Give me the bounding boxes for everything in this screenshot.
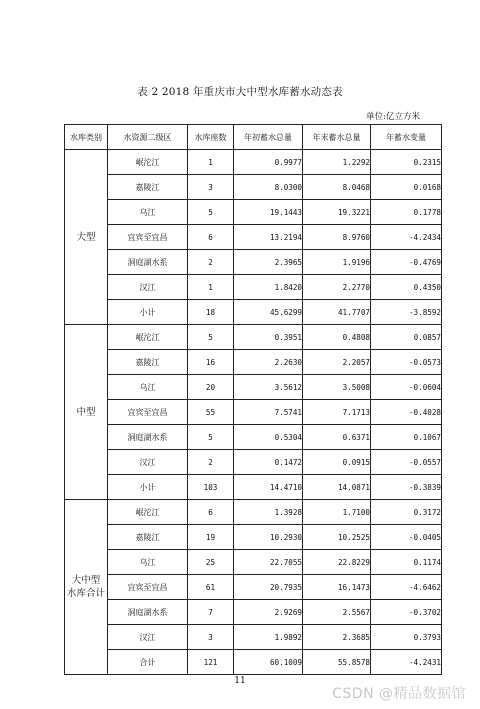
region-cell: 嘉陵江 [108, 175, 188, 200]
count-cell: 6 [188, 500, 234, 525]
table-row [65, 275, 442, 300]
count-cell: 5 [188, 200, 234, 225]
count-cell: 5 [188, 425, 234, 450]
region-cell: 嘉陵江 [108, 350, 188, 375]
storage-change-cell: 0.1174 [371, 550, 442, 575]
end-storage-cell: 1.2292 [303, 150, 371, 175]
start-storage-cell: 60.1009 [234, 650, 303, 675]
count-cell: 18 [188, 300, 234, 325]
storage-change-cell: -0.3702 [371, 600, 442, 625]
table-row [65, 500, 442, 525]
storage-change-cell: -0.0405 [371, 525, 442, 550]
table-row [65, 525, 442, 550]
end-storage-cell: 8.0468 [303, 175, 371, 200]
storage-change-cell: -0.4028 [371, 400, 442, 425]
table-body [65, 150, 442, 675]
count-cell: 103 [188, 475, 234, 500]
region-cell: 洞庭湖水系 [108, 600, 188, 625]
region-cell: 岷沱江 [108, 500, 188, 525]
count-cell: 1 [188, 150, 234, 175]
header-count: 水库座数 [188, 125, 234, 150]
storage-change-cell: -3.8592 [371, 300, 442, 325]
region-cell: 乌江 [108, 375, 188, 400]
region-cell: 小计 [108, 475, 188, 500]
region-cell: 汉江 [108, 625, 188, 650]
header-start-storage: 年初蓄水总量 [234, 125, 303, 150]
count-cell: 7 [188, 600, 234, 625]
header-end-storage: 年末蓄水总量 [303, 125, 371, 150]
end-storage-cell: 2.3685 [303, 625, 371, 650]
end-storage-cell: 2.5567 [303, 600, 371, 625]
start-storage-cell: 8.0300 [234, 175, 303, 200]
storage-change-cell: 0.1778 [371, 200, 442, 225]
count-cell: 3 [188, 175, 234, 200]
table-row [65, 225, 442, 250]
end-storage-cell: 55.8578 [303, 650, 371, 675]
table-row [65, 375, 442, 400]
region-cell: 汉江 [108, 275, 188, 300]
storage-change-cell: 0.1067 [371, 425, 442, 450]
table-row [65, 450, 442, 475]
table-row [65, 325, 442, 350]
category-cell: 中型 [65, 325, 108, 500]
table-row [65, 400, 442, 425]
header-storage-change: 年蓄水变量 [371, 125, 442, 150]
table-title: 表 2 2018 年重庆市大中型水库蓄水动态表 [137, 86, 343, 98]
region-cell: 汉江 [108, 450, 188, 475]
storage-change-cell: -0.4769 [371, 250, 442, 275]
table-row [65, 350, 442, 375]
storage-change-cell: -4.6462 [371, 575, 442, 600]
table-row [65, 550, 442, 575]
count-cell: 61 [188, 575, 234, 600]
storage-change-cell: -0.3839 [371, 475, 442, 500]
header-category: 水库类别 [65, 125, 108, 150]
end-storage-cell: 41.7707 [303, 300, 371, 325]
start-storage-cell: 0.5304 [234, 425, 303, 450]
count-cell: 5 [188, 325, 234, 350]
count-cell: 20 [188, 375, 234, 400]
header-region: 水资源二级区 [108, 125, 188, 150]
storage-change-cell: 0.0168 [371, 175, 442, 200]
region-cell: 宜宾至宜昌 [108, 575, 188, 600]
region-cell: 洞庭湖水系 [108, 250, 188, 275]
region-cell: 宜宾至宜昌 [108, 400, 188, 425]
end-storage-cell: 7.1713 [303, 400, 371, 425]
reservoir-storage-table [64, 124, 442, 675]
table-row [65, 150, 442, 175]
start-storage-cell: 2.2630 [234, 350, 303, 375]
end-storage-cell: 2.2057 [303, 350, 371, 375]
storage-change-cell: -0.0573 [371, 350, 442, 375]
category-cell: 大中型 水库合计 [65, 500, 108, 675]
region-cell: 宜宾至宜昌 [108, 225, 188, 250]
storage-change-cell: 0.0857 [371, 325, 442, 350]
region-cell: 岷沱江 [108, 150, 188, 175]
end-storage-cell: 10.2525 [303, 525, 371, 550]
start-storage-cell: 0.9977 [234, 150, 303, 175]
storage-change-cell: 0.3172 [371, 500, 442, 525]
end-storage-cell: 0.6371 [303, 425, 371, 450]
storage-change-cell: -4.2431 [371, 650, 442, 675]
storage-change-cell: -0.0557 [371, 450, 442, 475]
start-storage-cell: 10.2930 [234, 525, 303, 550]
region-cell: 岷沱江 [108, 325, 188, 350]
region-cell: 小计 [108, 300, 188, 325]
storage-change-cell: 0.4350 [371, 275, 442, 300]
table-row [65, 200, 442, 225]
start-storage-cell: 2.3965 [234, 250, 303, 275]
count-cell: 16 [188, 350, 234, 375]
start-storage-cell: 13.2194 [234, 225, 303, 250]
start-storage-cell: 1.3928 [234, 500, 303, 525]
start-storage-cell: 0.3951 [234, 325, 303, 350]
end-storage-cell: 22.8229 [303, 550, 371, 575]
table-row [65, 425, 442, 450]
table-row [65, 300, 442, 325]
region-cell: 乌江 [108, 550, 188, 575]
end-storage-cell: 1.7100 [303, 500, 371, 525]
unit-label: 单位:亿立方米 [366, 112, 420, 122]
count-cell: 6 [188, 225, 234, 250]
start-storage-cell: 3.5612 [234, 375, 303, 400]
start-storage-cell: 2.9269 [234, 600, 303, 625]
end-storage-cell: 1.9196 [303, 250, 371, 275]
table-row [65, 575, 442, 600]
count-cell: 25 [188, 550, 234, 575]
start-storage-cell: 14.4710 [234, 475, 303, 500]
category-cell: 大型 [65, 150, 108, 325]
header-row [65, 125, 442, 150]
table-row [65, 600, 442, 625]
region-cell: 洞庭湖水系 [108, 425, 188, 450]
storage-change-cell: 0.2315 [371, 150, 442, 175]
start-storage-cell: 20.7935 [234, 575, 303, 600]
count-cell: 2 [188, 450, 234, 475]
region-cell: 合计 [108, 650, 188, 675]
end-storage-cell: 16.1473 [303, 575, 371, 600]
region-cell: 嘉陵江 [108, 525, 188, 550]
end-storage-cell: 0.4808 [303, 325, 371, 350]
end-storage-cell: 19.3221 [303, 200, 371, 225]
end-storage-cell: 8.9760 [303, 225, 371, 250]
count-cell: 3 [188, 625, 234, 650]
storage-change-cell: -4.2434 [371, 225, 442, 250]
start-storage-cell: 7.5741 [234, 400, 303, 425]
storage-change-cell: 0.3793 [371, 625, 442, 650]
count-cell: 1 [188, 275, 234, 300]
region-cell: 乌江 [108, 200, 188, 225]
table-row [65, 175, 442, 200]
end-storage-cell: 3.5008 [303, 375, 371, 400]
count-cell: 2 [188, 250, 234, 275]
table-row [65, 475, 442, 500]
count-cell: 19 [188, 525, 234, 550]
end-storage-cell: 2.2770 [303, 275, 371, 300]
start-storage-cell: 19.1443 [234, 200, 303, 225]
watermark: CSDN @精品数据馆 [332, 686, 466, 702]
table-row [65, 650, 442, 675]
table-row [65, 625, 442, 650]
start-storage-cell: 0.1472 [234, 450, 303, 475]
start-storage-cell: 22.7055 [234, 550, 303, 575]
count-cell: 55 [188, 400, 234, 425]
count-cell: 121 [188, 650, 234, 675]
start-storage-cell: 1.8420 [234, 275, 303, 300]
storage-change-cell: -0.0604 [371, 375, 442, 400]
end-storage-cell: 14.0871 [303, 475, 371, 500]
start-storage-cell: 45.6299 [234, 300, 303, 325]
start-storage-cell: 1.9892 [234, 625, 303, 650]
page-number: 11 [234, 676, 246, 686]
end-storage-cell: 0.0915 [303, 450, 371, 475]
table-row [65, 250, 442, 275]
